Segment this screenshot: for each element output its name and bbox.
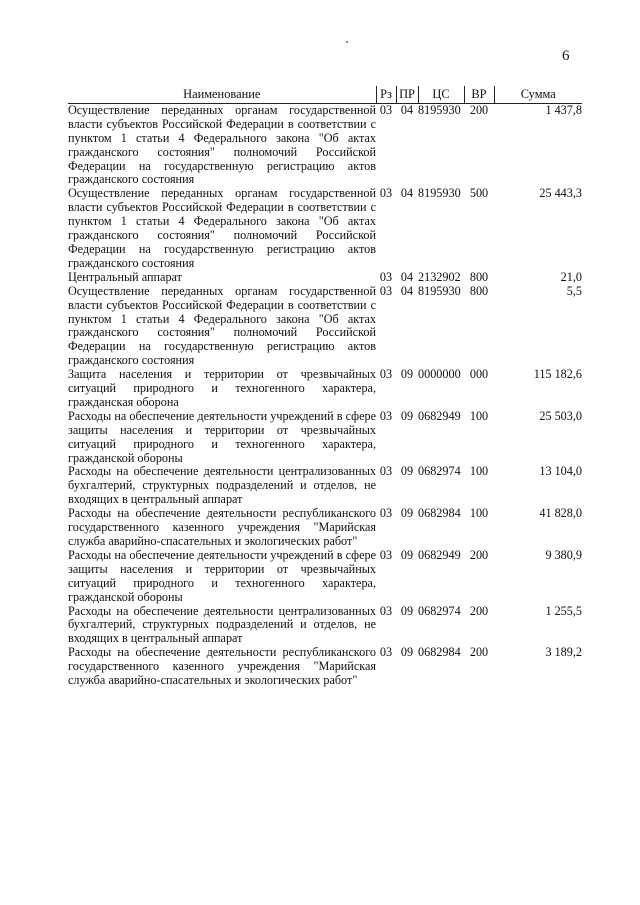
row-cs: 0682984 [418, 645, 461, 660]
row-name: Осуществление переданных органам государственной власти субъектов Российской Федерации в соответствии с пунктом 1 статьи 4 Федерального закона "Об актах гражданского состояния" полномочий Российской Федерации на государственную регистрацию актов гражданского состояния [68, 186, 376, 270]
row-name: Осуществление переданных органам государственной власти субъектов Российской Федерации в соответствии с пунктом 1 статьи 4 Федерального закона "Об актах гражданского состояния" полномочий Российской Федерации на государственную регистрацию актов гражданского состояния [68, 102, 376, 187]
row-name: Центральный аппарат [68, 269, 182, 284]
row-pr: 09 [400, 603, 414, 618]
header-row [68, 86, 582, 103]
table-body [68, 103, 582, 688]
row-rz: 03 [379, 645, 393, 660]
table-row [68, 549, 582, 605]
row-vr: 200 [469, 102, 489, 117]
row-vr: 500 [469, 186, 489, 201]
row-cs: 0682974 [418, 464, 461, 479]
row-name: Защита населения и территории от чрезвычайных ситуаций природного и техногенного характера, гражданская оборона [68, 367, 376, 409]
row-sum: 41 828,0 [539, 506, 582, 521]
header-pr: ПР [396, 86, 418, 103]
row-cs: 2132902 [418, 269, 461, 284]
header-sum: Сумма [494, 86, 582, 103]
row-sum: 25 443,3 [539, 186, 582, 201]
row-pr: 04 [400, 269, 414, 284]
scan-speck [346, 41, 348, 43]
row-rz: 03 [379, 367, 393, 382]
row-vr: 200 [469, 603, 489, 618]
row-pr: 09 [400, 506, 414, 521]
budget-table [68, 86, 582, 688]
table-row [68, 103, 582, 187]
row-cs: 0682984 [418, 506, 461, 521]
table-row [68, 368, 582, 410]
table-header [68, 86, 582, 103]
header-rz: Рз [376, 86, 396, 103]
row-cs: 0682949 [418, 547, 461, 562]
header-name: Наименование [68, 86, 376, 103]
table-row [68, 271, 582, 285]
row-pr: 09 [400, 464, 414, 479]
row-vr: 100 [469, 506, 489, 521]
row-cs: 0682949 [418, 408, 461, 423]
row-name: Расходы на обеспечение деятельности учреждений в сфере защиты населения и территории от чрезвычайных ситуаций природного и техногенного характера, гражданской обороны [68, 547, 376, 604]
row-cs: 8195930 [418, 102, 461, 117]
table-row [68, 465, 582, 507]
row-cs: 8195930 [418, 283, 461, 298]
row-pr: 09 [400, 367, 414, 382]
row-rz: 03 [379, 186, 393, 201]
row-name: Расходы на обеспечение деятельности республиканского государственного казенного учреждения "Марийская служба аварийно-спасательных и экологических работ" [68, 506, 376, 548]
row-name: Расходы на обеспечение деятельности централизованных бухгалтерий, структурных подразделений и отделов, не входящих в центральный аппарат [68, 464, 376, 507]
table-row [68, 285, 582, 368]
row-vr: 000 [469, 367, 489, 382]
row-pr: 04 [400, 283, 414, 298]
row-name: Осуществление переданных органам государственной власти субъектов Российской Федерации в соответствии с пунктом 1 статьи 4 Федерального закона "Об актах гражданского состояния" полномочий Российской Федерации на государственную регистрацию актов гражданского состояния [68, 283, 376, 368]
row-vr: 800 [469, 283, 489, 298]
row-sum: 13 104,0 [539, 464, 582, 479]
row-rz: 03 [379, 603, 393, 618]
row-name: Расходы на обеспечение деятельности централизованных бухгалтерий, структурных подразделений и отделов, не входящих в центральный аппарат [68, 603, 376, 646]
row-sum: 9 380,9 [545, 547, 582, 562]
row-name: Расходы на обеспечение деятельности учреждений в сфере защиты населения и территории от чрезвычайных ситуаций природного и техногенного характера, гражданской обороны [68, 408, 376, 465]
row-sum: 115 182,6 [533, 367, 582, 382]
header-vr: ВР [464, 86, 494, 103]
row-rz: 03 [379, 547, 393, 562]
row-rz: 03 [379, 464, 393, 479]
table-row [68, 187, 582, 270]
row-rz: 03 [379, 408, 393, 423]
row-cs: 0682974 [418, 603, 461, 618]
row-cs: 0000000 [418, 367, 461, 382]
header-cs: ЦС [418, 86, 464, 103]
row-vr: 200 [469, 645, 489, 660]
row-vr: 100 [469, 464, 489, 479]
row-sum: 21,0 [560, 269, 582, 284]
row-sum: 25 503,0 [539, 408, 582, 423]
row-sum: 3 189,2 [545, 645, 582, 660]
row-pr: 09 [400, 645, 414, 660]
row-rz: 03 [379, 102, 393, 117]
table-row [68, 646, 582, 688]
row-pr: 04 [400, 186, 414, 201]
table-row [68, 605, 582, 647]
row-vr: 800 [469, 269, 489, 284]
page-number: 6 [562, 48, 570, 64]
row-vr: 100 [469, 408, 489, 423]
table-row [68, 507, 582, 549]
row-sum: 1 437,8 [545, 102, 582, 117]
row-vr: 200 [469, 547, 489, 562]
row-rz: 03 [379, 506, 393, 521]
row-pr: 09 [400, 408, 414, 423]
row-pr: 04 [400, 102, 414, 117]
row-cs: 8195930 [418, 186, 461, 201]
row-pr: 09 [400, 547, 414, 562]
row-name: Расходы на обеспечение деятельности республиканского государственного казенного учреждения "Марийская служба аварийно-спасательных и экологических работ" [68, 645, 376, 688]
row-rz: 03 [379, 283, 393, 298]
table-row [68, 410, 582, 466]
row-sum: 1 255,5 [545, 603, 582, 618]
row-rz: 03 [379, 269, 393, 284]
row-sum: 5,5 [566, 283, 582, 298]
